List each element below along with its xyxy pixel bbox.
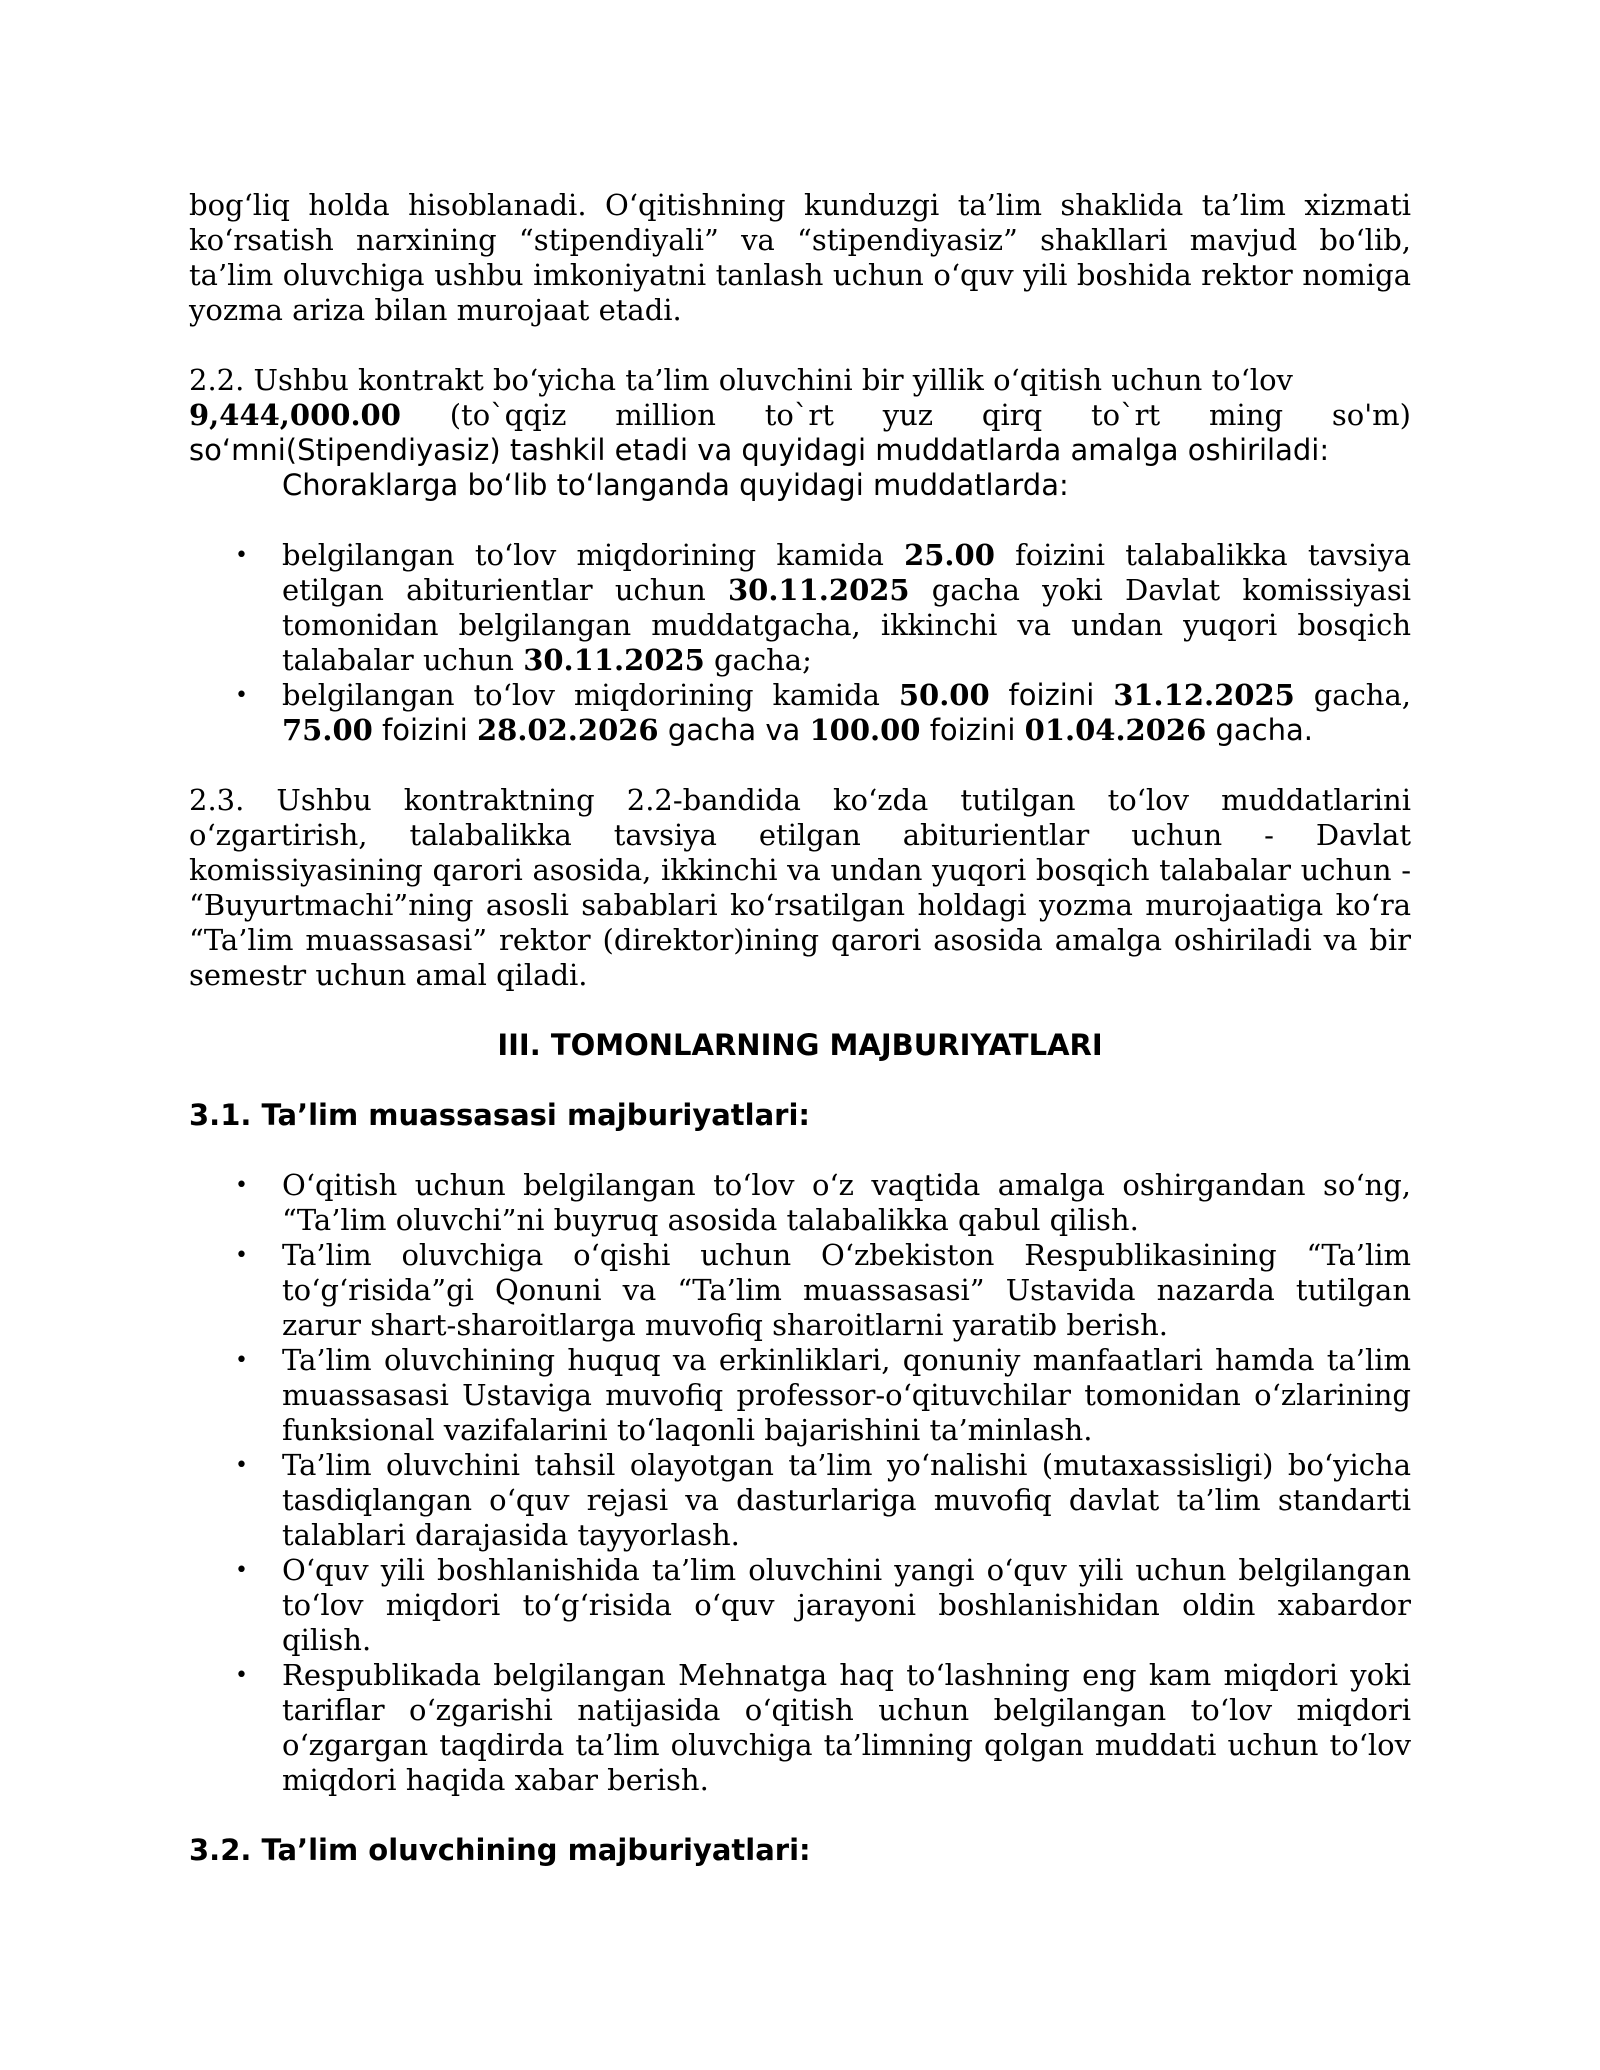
list-item-text: gacha, <box>1294 678 1411 712</box>
bullet-icon: • <box>235 1173 248 1198</box>
list-item-text: Ta’lim oluvchining huquq va erkinliklari, qonuniy manfaatlari hamda ta’lim muassasasi Ustaviga muvofiq professor-o‘qituvchilar tomonidan o‘zlarining funksional vazifalarini to‘laqonli bajarishini ta’minlash. <box>282 1343 1411 1447</box>
section-3-title: III. TOMONLARNING MAJBURIYATLARI <box>497 1028 1103 1062</box>
intro-paragraph: bog‘liq holda hisoblanadi. O‘qitishning kunduzgi ta’lim shaklida ta’lim xizmati ko‘rsatish narxining “stipendiyali” va “stipendiyasiz” shakllari mavjud bo‘lib, ta’lim oluvchiga ushbu imkoniyatni tanlash uchun o‘quv yili boshida rektor nomiga yozma ariza bilan murojaat etadi. <box>189 188 1411 327</box>
payment-percent: 75.00 <box>282 713 373 747</box>
clause-2-2-amount-line <box>189 398 1411 433</box>
list-item <box>189 678 1411 748</box>
bullet-icon: • <box>235 1663 248 1688</box>
clause-2-2-line1 <box>189 363 1411 398</box>
payment-date: 31.12.2025 <box>1113 678 1295 712</box>
bullet-icon: • <box>235 683 248 708</box>
contract-amount-words: (to`qqiz million to`rt yuz qirq to`rt ming so'm) <box>400 398 1411 432</box>
spacer <box>189 328 1411 363</box>
bullet-icon: • <box>235 1348 248 1373</box>
spacer <box>189 1063 1411 1098</box>
spacer <box>189 748 1411 783</box>
list-item-text: gacha yoki Davlat komissiyasi tomonidan belgilangan muddatgacha, ikkinchi va undan yuqori bosqich talabalar uchun <box>282 573 1411 677</box>
list-item-text: foizini <box>920 713 1025 747</box>
bullet-icon: • <box>235 1243 248 1268</box>
list-item-text: foizini <box>989 678 1114 712</box>
payment-percent: 25.00 <box>904 538 995 572</box>
payment-date: 30.11.2025 <box>727 573 910 607</box>
document-page <box>189 188 1411 1868</box>
list-item-text: Ta’lim oluvchiga o‘qishi uchun O‘zbekiston Respublikasining “Ta’lim to‘g‘risida”gi Qonuni va “Ta’lim muassasasi” Ustavida nazarda tutilgan zarur shart-sharoitlarga muvofiq sharoitlarni yaratib berish. <box>282 1238 1411 1342</box>
subsection-3-2-title: 3.2. Ta’lim oluvchining majburiyatlari: <box>189 1833 811 1867</box>
list-item-text: gacha. <box>1206 713 1313 747</box>
payment-percent: 100.00 <box>809 713 921 747</box>
list-item <box>189 1238 1411 1343</box>
clause-2-3-paragraph: 2.3. Ushbu kontraktning 2.2-bandida ko‘zda tutilgan to‘lov muddatlarini o‘zgartirish, talabalikka tavsiya etilgan abiturientlar uchun - Davlat komissiyasining qarori asosida, ikkinchi va undan yuqori bosqich talabalar uchun - “Buyurtmachi”ning asosli sabablari ko‘rsatilgan holdagi yozma murojaatiga ko‘ra “Ta’lim muassasasi” rektor (direktor)ining qarori asosida amalga oshiriladi va bir semestr uchun amal qiladi. <box>189 783 1411 992</box>
list-item-text: belgilangan to‘lov miqdorining kamida <box>282 538 905 572</box>
list-item-text: Respublikada belgilangan Mehnatga haq to‘lashning eng kam miqdori yoki tariflar o‘zgarishi natijasida o‘qitish uchun belgilangan to‘lov miqdori o‘zgargan taqdirda ta’lim oluvchiga ta’limning qolgan muddati uchun to‘lov miqdori haqida xabar berish. <box>282 1658 1411 1797</box>
subsection-3-1-title: 3.1. Ta’lim muassasasi majburiyatlari: <box>189 1098 811 1132</box>
bullet-icon: • <box>235 543 248 568</box>
list-item-text: O‘qitish uchun belgilangan to‘lov o‘z vaqtida amalga oshirgandan so‘ng, “Ta’lim oluvchi”ni buyruq asosida talabalikka qabul qilish. <box>282 1168 1411 1237</box>
spacer <box>189 1133 1411 1168</box>
list-item-text: belgilangan to‘lov miqdorining kamida <box>282 678 899 712</box>
bullet-icon: • <box>235 1558 248 1583</box>
contract-amount: 9,444,000.00 <box>189 398 401 432</box>
list-item-text: foizini <box>372 713 477 747</box>
payment-percent: 50.00 <box>898 678 990 712</box>
spacer <box>189 993 1411 1028</box>
clause-2-2-text: 2.2. Ushbu kontrakt bo‘yicha ta’lim oluvchini bir yillik o‘qitish uchun to‘lov <box>189 363 1293 397</box>
list-item <box>189 1168 1411 1238</box>
list-item-text: gacha; <box>704 643 812 677</box>
bullet-icon: • <box>235 1453 248 1478</box>
clause-2-2-terms: so‘mni(Stipendiyasiz) tashkil etadi va quyidagi muddatlarda amalga oshiriladi: <box>189 433 1330 467</box>
list-item-text: gacha va <box>658 713 810 747</box>
payment-date: 30.11.2025 <box>523 643 705 677</box>
list-item-text: Ta’lim oluvchini tahsil olayotgan ta’lim yo‘nalishi (mutaxassisligi) bo‘yicha tasdiqlangan o‘quv rejasi va dasturlariga muvofiq davlat ta’lim standarti talablari darajasida tayyorlash. <box>282 1448 1411 1552</box>
list-item-text: O‘quv yili boshlanishida ta’lim oluvchini yangi o‘quv yili uchun belgilangan to‘lov miqdori to‘g‘risida o‘quv jarayoni boshlanishidan oldin xabardor qilish. <box>282 1553 1411 1657</box>
list-item <box>189 1448 1411 1553</box>
list-item <box>189 538 1411 678</box>
clause-2-2-line3 <box>189 433 1411 468</box>
list-item <box>189 1553 1411 1658</box>
institution-obligations-list <box>189 1168 1411 1798</box>
payment-schedule-list <box>189 538 1411 748</box>
spacer <box>189 503 1411 538</box>
list-item <box>189 1658 1411 1798</box>
list-item <box>189 1343 1411 1448</box>
payment-date: 01.04.2026 <box>1024 713 1207 747</box>
quarterly-payment-intro: Choraklarga bo‘lib to‘langanda quyidagi muddatlarda: <box>282 468 1069 502</box>
list-item-text: foizini talabalikka tavsiya etilgan abiturientlar uchun <box>282 538 1411 607</box>
payment-date: 28.02.2026 <box>476 713 659 747</box>
spacer <box>189 1798 1411 1833</box>
